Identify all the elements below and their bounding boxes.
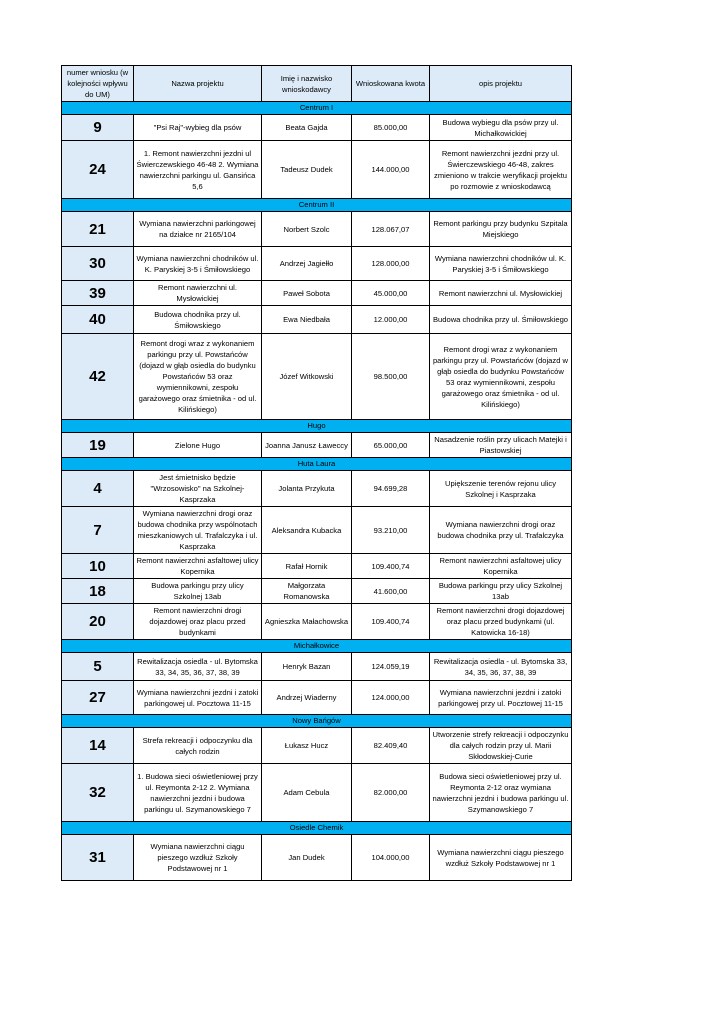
section-title: Nowy Bańgów [62, 715, 572, 728]
cell-applicant: Tadeusz Dudek [262, 141, 352, 199]
cell-project: Remont nawierzchni ul. Mysłowickiej [134, 281, 262, 306]
cell-number: 42 [62, 334, 134, 420]
section-row [62, 822, 572, 835]
cell-description: Remont nawierzchni asfaltowej ulicy Kopernika [430, 554, 572, 579]
cell-project: Wymiana nawierzchni jezdni i zatoki parkingowej ul. Pocztowa 11-15 [134, 681, 262, 715]
section-row [62, 458, 572, 471]
cell-project: Strefa rekreacji i odpoczynku dla całych rodzin [134, 728, 262, 764]
cell-description: Budowa parkingu przy ulicy Szkolnej 13ab [430, 579, 572, 604]
cell-number: 10 [62, 554, 134, 579]
section-title: Osiedle Chemik [62, 822, 572, 835]
cell-project: Budowa parkingu przy ulicy Szkolnej 13ab [134, 579, 262, 604]
cell-amount: 124.000,00 [352, 681, 430, 715]
cell-amount: 12.000,00 [352, 306, 430, 334]
cell-applicant: Henryk Bazan [262, 653, 352, 681]
cell-project: Wymiana nawierzchni ciągu pieszego wzdłuż Szkoły Podstawowej nr 1 [134, 835, 262, 881]
table-row [62, 212, 572, 247]
cell-number: 39 [62, 281, 134, 306]
cell-amount: 109.400,74 [352, 554, 430, 579]
cell-project: Jest śmietnisko będzie "Wrzosowisko" na Szkolnej-Kasprzaka [134, 471, 262, 507]
table-row [62, 471, 572, 507]
cell-amount: 45.000,00 [352, 281, 430, 306]
cell-project: Rewitalizacja osiedla - ul. Bytomska 33, 34, 35, 36, 37, 38, 39 [134, 653, 262, 681]
table-row [62, 281, 572, 306]
cell-applicant: Andrzej Wiaderny [262, 681, 352, 715]
cell-description: Nasadzenie roślin przy ulicach Matejki i Piastowskiej [430, 433, 572, 458]
table-row [62, 681, 572, 715]
cell-applicant: Ewa Niedbała [262, 306, 352, 334]
section-row [62, 715, 572, 728]
cell-amount: 82.409,40 [352, 728, 430, 764]
table-row [62, 764, 572, 822]
table-row [62, 554, 572, 579]
cell-applicant: Andrzej Jagiełło [262, 247, 352, 281]
cell-amount: 41.600,00 [352, 579, 430, 604]
cell-description: Wymiana nawierzchni chodników ul. K. Paryskiej 3-5 i Śmiłowskiego [430, 247, 572, 281]
cell-project: Wymiana nawierzchni chodników ul. K. Paryskiej 3-5 i Śmiłowskiego [134, 247, 262, 281]
cell-amount: 93.210,00 [352, 507, 430, 554]
cell-project: Remont drogi wraz z wykonaniem parkingu przy ul. Powstańców (dojazd w głąb osiedla do budynku Powstańców 53 oraz wymiennikowni, zespołu garażowego oraz śmietnika - od ul. Kilińskiego) [134, 334, 262, 420]
cell-project: Wymiana nawierzchni parkingowej na działce nr 2165/104 [134, 212, 262, 247]
cell-description: Remont parkingu przy budynku Szpitala Miejskiego [430, 212, 572, 247]
table-row [62, 604, 572, 640]
cell-project: Remont nawierzchni drogi dojazdowej oraz placu przed budynkami [134, 604, 262, 640]
cell-project: Remont nawierzchni asfaltowej ulicy Kopernika [134, 554, 262, 579]
cell-number: 9 [62, 115, 134, 141]
cell-project: "Psi Raj"-wybieg dla psów [134, 115, 262, 141]
cell-description: Budowa wybiegu dla psów przy ul. Michałkowickiej [430, 115, 572, 141]
cell-amount: 128.000,00 [352, 247, 430, 281]
table-row [62, 507, 572, 554]
cell-number: 30 [62, 247, 134, 281]
cell-number: 21 [62, 212, 134, 247]
cell-number: 4 [62, 471, 134, 507]
cell-description: Remont nawierzchni ul. Mysłowickiej [430, 281, 572, 306]
section-row [62, 640, 572, 653]
cell-applicant: Aleksandra Kubacka [262, 507, 352, 554]
cell-description: Upiększenie terenów rejonu ulicy Szkolnej i Kasprzaka [430, 471, 572, 507]
cell-applicant: Norbert Szolc [262, 212, 352, 247]
cell-number: 5 [62, 653, 134, 681]
cell-amount: 85.000,00 [352, 115, 430, 141]
table-row [62, 306, 572, 334]
table-row [62, 579, 572, 604]
cell-applicant: Adam Cebula [262, 764, 352, 822]
section-title: Michałkowice [62, 640, 572, 653]
section-title: Centrum I [62, 102, 572, 115]
cell-number: 40 [62, 306, 134, 334]
cell-applicant: Małgorzata Romanowska [262, 579, 352, 604]
cell-number: 14 [62, 728, 134, 764]
cell-number: 20 [62, 604, 134, 640]
cell-project: Wymiana nawierzchni drogi oraz budowa chodnika przy wspólnotach mieszkaniowych ul. Trafalczyka i ul. Kasprzaka [134, 507, 262, 554]
table-header-row [62, 66, 572, 102]
header-number: numer wniosku (w kolejności wpływu do UM) [62, 66, 134, 102]
cell-amount: 144.000,00 [352, 141, 430, 199]
cell-project: 1. Budowa sieci oświetleniowej przy ul. Reymonta 2-12 2. Wymiana nawierzchni jezdni i budowa parkingu ul. Szymanowskiego 7 [134, 764, 262, 822]
header-description: opis projektu [430, 66, 572, 102]
cell-description: Wymiana nawierzchni ciągu pieszego wzdłuż Szkoły Podstawowej nr 1 [430, 835, 572, 881]
cell-description: Remont nawierzchni drogi dojazdowej oraz placu przed budynkami (ul. Katowicka 16-18) [430, 604, 572, 640]
header-applicant: Imię i nazwisko wnioskodawcy [262, 66, 352, 102]
cell-amount: 65.000,00 [352, 433, 430, 458]
header-amount: Wnioskowana kwota [352, 66, 430, 102]
table-row [62, 115, 572, 141]
cell-amount: 94.699,28 [352, 471, 430, 507]
cell-description: Budowa chodnika przy ul. Śmiłowskiego [430, 306, 572, 334]
cell-description: Budowa sieci oświetleniowej przy ul. Reymonta 2-12 oraz wymiana nawierzchni jezdni i budowa parkingu ul. Szymanowskiego 7 [430, 764, 572, 822]
cell-project: 1. Remont nawierzchni jezdni ul Świerczewskiego 46-48 2. Wymiana nawierzchni parkingu ul. Gansińca 5,6 [134, 141, 262, 199]
table-body [62, 102, 572, 881]
cell-applicant: Paweł Sobota [262, 281, 352, 306]
cell-amount: 128.067,07 [352, 212, 430, 247]
table-row [62, 433, 572, 458]
cell-description: Remont drogi wraz z wykonaniem parkingu przy ul. Powstańców (dojazd w głąb osiedla do budynku Powstańców 53 oraz wymiennikowni, zespołu garażowego oraz śmietnika - od ul. Kilińskiego) [430, 334, 572, 420]
cell-applicant: Beata Gajda [262, 115, 352, 141]
cell-amount: 124.059,19 [352, 653, 430, 681]
section-title: Hugo [62, 420, 572, 433]
cell-number: 19 [62, 433, 134, 458]
cell-number: 18 [62, 579, 134, 604]
cell-applicant: Józef Witkowski [262, 334, 352, 420]
table-row [62, 334, 572, 420]
cell-amount: 109.400,74 [352, 604, 430, 640]
cell-applicant: Agnieszka Małachowska [262, 604, 352, 640]
table-row [62, 653, 572, 681]
cell-description: Remont nawierzchni jezdni przy ul. Świerczewskiego 46-48, zakres zmieniono w trakcie weryfikacji projektu po rozmowie z wnioskodawcą [430, 141, 572, 199]
cell-number: 27 [62, 681, 134, 715]
cell-applicant: Rafał Hornik [262, 554, 352, 579]
section-title: Centrum II [62, 199, 572, 212]
cell-amount: 82.000,00 [352, 764, 430, 822]
table-row [62, 728, 572, 764]
cell-number: 24 [62, 141, 134, 199]
cell-number: 7 [62, 507, 134, 554]
section-row [62, 199, 572, 212]
table-row [62, 141, 572, 199]
cell-amount: 98.500,00 [352, 334, 430, 420]
section-row [62, 420, 572, 433]
table-row [62, 247, 572, 281]
cell-number: 31 [62, 835, 134, 881]
cell-applicant: Joanna Janusz Ławeccy [262, 433, 352, 458]
header-project: Nazwa projektu [134, 66, 262, 102]
cell-description: Wymiana nawierzchni drogi oraz budowa chodnika przy ul. Trafalczyka [430, 507, 572, 554]
section-row [62, 102, 572, 115]
cell-number: 32 [62, 764, 134, 822]
projects-table [61, 65, 572, 881]
cell-applicant: Łukasz Hucz [262, 728, 352, 764]
cell-amount: 104.000,00 [352, 835, 430, 881]
cell-description: Wymiana nawierzchni jezdni i zatoki parkingowej przy ul. Pocztowej 11-15 [430, 681, 572, 715]
cell-project: Zielone Hugo [134, 433, 262, 458]
cell-applicant: Jolanta Przykuta [262, 471, 352, 507]
section-title: Huta Laura [62, 458, 572, 471]
cell-description: Rewitalizacja osiedla - ul. Bytomska 33, 34, 35, 36, 37, 38, 39 [430, 653, 572, 681]
cell-applicant: Jan Dudek [262, 835, 352, 881]
cell-description: Utworzenie strefy rekreacji i odpoczynku dla całych rodzin przy ul. Marii Skłodowskiej-Curie [430, 728, 572, 764]
cell-project: Budowa chodnika przy ul. Śmiłowskiego [134, 306, 262, 334]
table-row [62, 835, 572, 881]
